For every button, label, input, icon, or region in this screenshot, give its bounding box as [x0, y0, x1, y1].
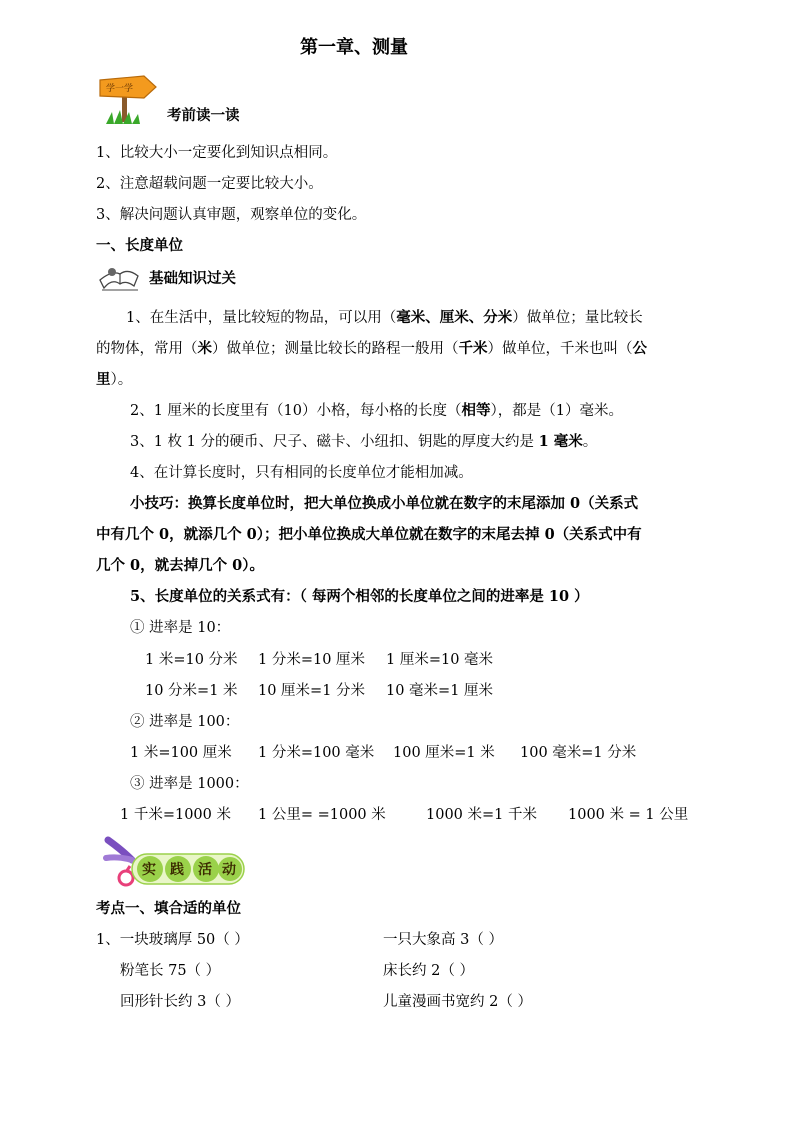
rate1000-c3: 1000 米=1 千米 — [426, 807, 537, 823]
exercise-r2-right: 床长约 2（ ） — [383, 963, 474, 979]
rate100-label: ② 进率是 100： — [130, 714, 240, 730]
para1-line2 — [96, 339, 647, 359]
rate1000-c1: 1 千米=1000 米 — [120, 807, 231, 823]
text: 3、1 枚 1 分的硬币、尺子、磁卡、小纽扣、钥匙的厚度大约是 — [130, 434, 539, 450]
text-bold: 公 — [632, 340, 647, 357]
tip-line3: 几个 0，就去掉几个 0）。 — [96, 557, 265, 574]
text-bold: 毫米、厘米、分米 — [396, 309, 513, 326]
text: ）做单位；量比较长 — [512, 310, 643, 326]
signpost-icon — [96, 66, 158, 128]
badge-char-3: 活 — [198, 862, 212, 878]
pre-read-item-3: 3、解决问题认真审题，观察单位的变化。 — [96, 207, 367, 223]
rate1000-label: ③ 进率是 1000： — [130, 776, 249, 792]
rate100-c4: 100 毫米=1 分米 — [520, 745, 637, 761]
unit-heading: 一、长度单位 — [96, 237, 183, 254]
text: ）做单位，千米也叫（ — [487, 341, 633, 357]
rate10-r2-c1: 10 分米=1 米 — [145, 683, 238, 699]
pre-read-heading: 考前读一读 — [167, 107, 240, 124]
rate100-c1: 1 米=100 厘米 — [130, 745, 232, 761]
text: 1、在生活中，量比较短的物品，可以用（ — [126, 310, 397, 326]
tip-line1: 小技巧：换算长度单位时，把大单位换成小单位就在数字的末尾添加 0（关系式 — [130, 495, 639, 512]
para5: 5、长度单位的关系式有：（ 每两个相邻的长度单位之间的进率是 10 ） — [130, 588, 589, 605]
rate10-r2-c2: 10 厘米=1 分米 — [258, 683, 366, 699]
text: 的物体，常用（ — [96, 341, 198, 357]
text: ）做单位；测量比较长的路程一般用（ — [212, 341, 459, 357]
exercise-r1-left: 1、一块玻璃厚 50（ ） — [96, 932, 249, 948]
badge-char-2: 践 — [170, 862, 184, 878]
text-bold: 米 — [197, 340, 212, 357]
text-bold: 相等 — [461, 402, 491, 419]
exercise-r2-left: 粉笔长 75（ ） — [120, 963, 221, 979]
rate100-c2: 1 分米=100 毫米 — [258, 745, 375, 761]
text: 。 — [582, 434, 598, 450]
book-icon — [98, 262, 140, 292]
text: ），都是（1）毫米。 — [490, 403, 623, 419]
tip-line2: 中有几个 0，就添几个 0）；把小单位换成大单位就在数字的末尾去掉 0（关系式中有 — [96, 526, 642, 543]
para1-line1 — [126, 308, 643, 328]
rate100-c3: 100 厘米=1 米 — [393, 745, 495, 761]
exercise-r3-left: 回形针长约 3（ ） — [120, 994, 240, 1010]
para3 — [130, 432, 597, 452]
rate1000-c2: 1 公里= =1000 米 — [258, 807, 386, 823]
text: ）。 — [110, 372, 133, 388]
rate10-r2-c3: 10 毫米=1 厘米 — [386, 683, 494, 699]
pre-read-item-1: 1、比较大小一定要化到知识点相同。 — [96, 145, 338, 161]
para1-line3 — [96, 370, 132, 390]
rate10-r1-c2: 1 分米=10 厘米 — [258, 652, 366, 668]
text-bold: 里 — [96, 371, 111, 388]
exercise-r3-right: 儿童漫画书宽约 2（ ） — [383, 994, 532, 1010]
sign-text: 学一学 — [106, 84, 134, 94]
rate10-r1-c3: 1 厘米=10 毫米 — [386, 652, 494, 668]
text-bold: 1 毫米 — [538, 433, 583, 450]
basic-heading: 基础知识过关 — [149, 270, 236, 287]
page-title: 第一章、测量 — [300, 37, 408, 58]
exercise-r1-right: 一只大象高 3（ ） — [383, 932, 503, 948]
text: 2、1 厘米的长度里有（10）小格，每小格的长度（ — [130, 403, 462, 419]
para4: 4、在计算长度时，只有相同的长度单位才能相加减。 — [130, 465, 473, 481]
rate1000-c4: 1000 米 = 1 公里 — [568, 807, 689, 823]
badge-char-4: 动 — [222, 862, 236, 878]
practice-badge — [102, 836, 250, 892]
rate10-label: ① 进率是 10： — [130, 620, 231, 636]
text-bold: 千米 — [458, 340, 488, 357]
pre-read-item-2: 2、注意超载问题一定要比较大小。 — [96, 176, 323, 192]
rate10-r1-c1: 1 米=10 分米 — [145, 652, 238, 668]
para2 — [130, 401, 623, 421]
exam-point-heading: 考点一、填合适的单位 — [96, 900, 241, 917]
badge-char-1: 实 — [142, 862, 156, 878]
